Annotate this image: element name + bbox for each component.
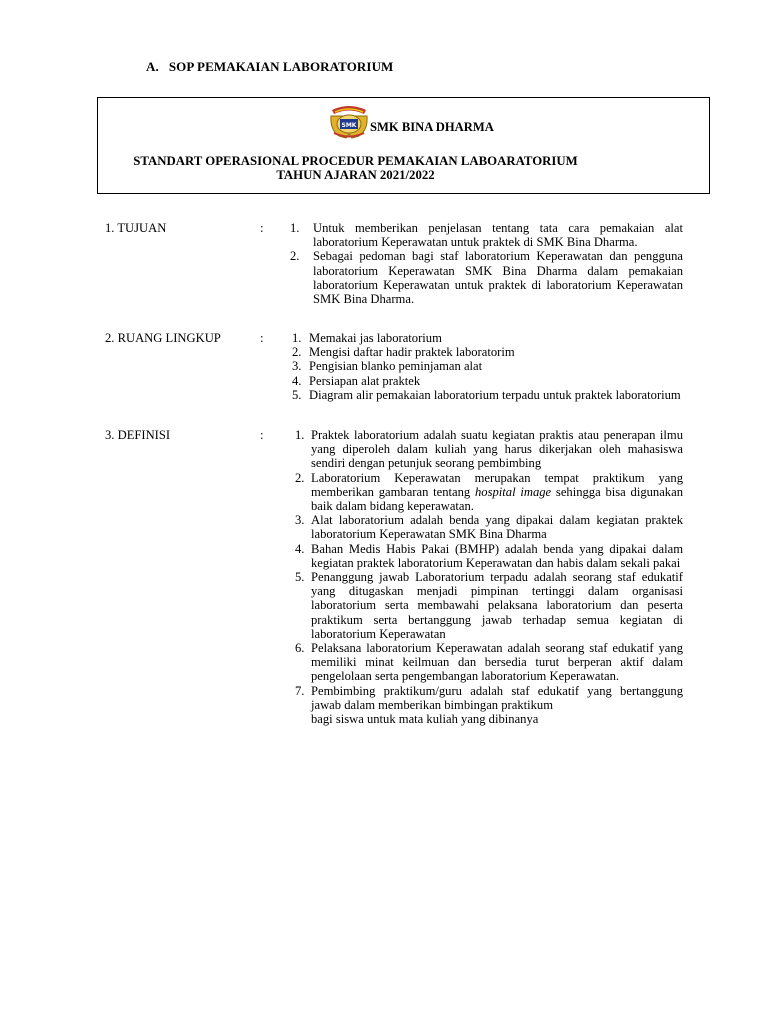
- school-logo-icon: [326, 100, 372, 140]
- section-colon: :: [260, 221, 264, 235]
- school-name: SMK BINA DHARMA: [370, 119, 494, 134]
- document-title-line2: TAHUN AJARAN 2021/2022: [276, 168, 435, 182]
- item-text-part: Laboratorium Keperawatan merupakan tempat praktikum yang memberikan gambaran tentang: [311, 470, 683, 499]
- section-heading-text: SOP PEMAKAIAN LABORATORIUM: [168, 59, 394, 74]
- list-item: [292, 374, 683, 388]
- list-item: [295, 513, 683, 541]
- list-item: [295, 471, 683, 514]
- item-text: Persiapan alat praktek: [309, 373, 421, 388]
- section-heading: [146, 60, 393, 74]
- item-text-part: sehingga bisa digunakan baik dalam bidang keperawatan.: [311, 484, 683, 514]
- item-text: Pengisian blanko peminjaman alat: [309, 359, 483, 374]
- tujuan-list: [290, 221, 683, 306]
- item-text: Penanggung jawab Laboratorium terpadu adalah seorang staf edukatif yang ditugaskan menjadi pimpinan tertinggi dalam organisasi laboratorium serta membawahi pelaksana laboratorium dan peserta praktikum serta bertanggung jawab terhadap semua kegiatan di laboratorium Keperawatan: [311, 570, 683, 641]
- item-number: 1.: [292, 331, 302, 345]
- section-colon: :: [260, 428, 264, 442]
- item-text: Diagram alir pemakaian laboratorium terpadu untuk praktek laboratorium: [309, 387, 681, 402]
- list-item: [295, 428, 683, 471]
- document-header-box: [97, 97, 710, 194]
- item-text-italic: hospital image: [475, 484, 552, 499]
- section-label: 2. RUANG LINGKUP: [105, 331, 221, 345]
- item-number: 3.: [292, 359, 302, 374]
- item-number: 2.: [295, 470, 305, 485]
- item-text: Bahan Medis Habis Pakai (BMHP) adalah benda yang dipakai dalam kegiatan praktek laboratorium Keperawatan dan habis dalam sekali pakai: [311, 541, 683, 570]
- item-text: Alat laboratorium adalah benda yang dipakai dalam kegiatan praktek laboratorium Keperawatan SMK Bina Dharma: [311, 513, 683, 542]
- ruang-lingkup-list: [292, 331, 683, 402]
- item-text: Untuk memberikan penjelasan tentang tata cara pemakaian alat laboratorium Keperawatan untuk praktek di SMK Bina Dharma.: [313, 221, 683, 250]
- school-identity: [326, 100, 494, 140]
- logo-lettering: SMK: [341, 122, 357, 129]
- item-number: 3.: [295, 513, 305, 528]
- item-text: [311, 471, 683, 514]
- list-item: [292, 331, 683, 345]
- item-number: 2.: [292, 345, 302, 360]
- section-letter: A.: [146, 59, 159, 74]
- item-text: Pelaksana laboratorium Keperawatan adalah seorang staf edukatif yang memiliki minat keilmuan dan bersedia turut berperan aktif dalam pengelolaan serta pengembangan laboratorium Keperawatan.: [311, 641, 683, 684]
- definisi-list: [295, 428, 683, 726]
- item-number: 1.: [295, 428, 305, 442]
- list-item: [295, 570, 683, 641]
- item-text: Mengisi daftar hadir praktek laboratorim: [309, 345, 515, 360]
- item-text: Memakai jas laboratorium: [309, 331, 442, 345]
- item-number: 6.: [295, 641, 305, 656]
- document-title-line1: STANDART OPERASIONAL PROCEDUR PEMAKAIAN LABOARATORIUM: [133, 154, 578, 168]
- item-number: 2.: [290, 249, 300, 264]
- list-item: [292, 388, 683, 402]
- document-title: [98, 154, 613, 182]
- item-text: [311, 684, 683, 727]
- list-item: [290, 249, 683, 306]
- item-text: Sebagai pedoman bagi staf laboratorium Keperawatan dan pengguna laboratorium Keperawatan SMK Bina Dharma dalam pemakaian laboratorium Keperawatan untuk praktek di laboratorium Keperawatan SMK Bina Dharma.: [313, 249, 683, 307]
- item-number: 1.: [290, 221, 300, 235]
- item-text-line: bagi siswa untuk mata kuliah yang dibinanya: [311, 712, 539, 727]
- list-item: [290, 221, 683, 249]
- list-item: [295, 641, 683, 684]
- list-item: [295, 542, 683, 570]
- item-number: 4.: [295, 541, 305, 556]
- list-item: [292, 345, 683, 359]
- section-colon: :: [260, 331, 264, 345]
- list-item: [292, 359, 683, 373]
- section-label: 3. DEFINISI: [105, 428, 171, 442]
- section-label: 1. TUJUAN: [105, 221, 167, 235]
- item-number: 5.: [292, 387, 302, 402]
- item-number: 5.: [295, 570, 305, 585]
- item-text: Praktek laboratorium adalah suatu kegiatan praktis atau penerapan ilmu yang diperoleh dalam kuliah yang harus dikerjakan oleh mahasiswa sendiri dengan petunjuk seorang pembimbing: [311, 428, 683, 471]
- item-text-line: Pembimbing praktikum/guru adalah staf edukatif yang bertanggung jawab dalam memberikan bimbingan praktikum: [311, 683, 683, 712]
- list-item: [295, 684, 683, 727]
- item-number: 4.: [292, 373, 302, 388]
- item-number: 7.: [295, 683, 305, 698]
